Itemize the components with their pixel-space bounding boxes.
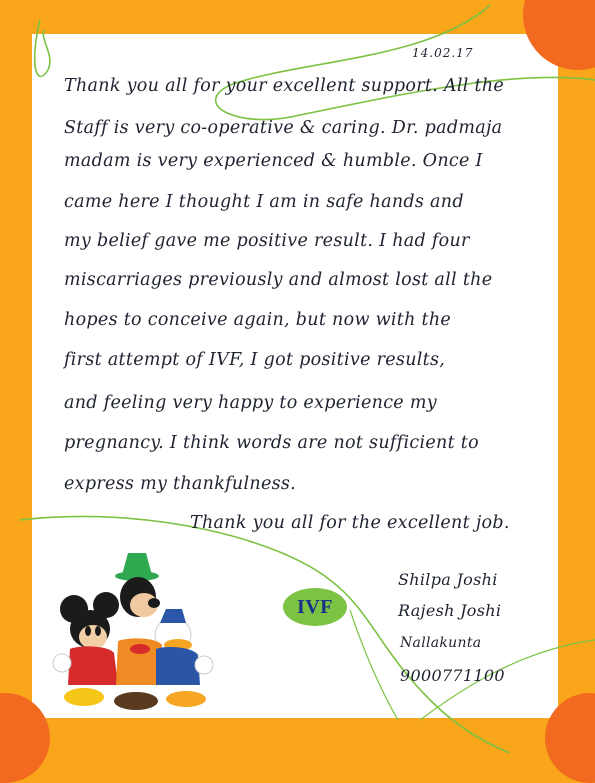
letter-line: madam is very experienced & humble. Once I (64, 151, 483, 171)
letter-closing: Thank you all for the excellent job. (190, 513, 510, 533)
letter-line: and feeling very happy to experience my (64, 393, 437, 413)
letter-line: hopes to conceive again, but now with the (64, 310, 452, 330)
letter-line: miscarriages previously and almost lost all the (64, 270, 493, 290)
letter-line: Thank you all for your excellent support. All the (64, 76, 505, 96)
letter-date: 14.02.17 (412, 46, 474, 60)
letter-line: my belief gave me positive result. I had four (64, 231, 470, 251)
signature-line: Rajesh Joshi (398, 601, 502, 620)
signature-phone: 9000771100 (400, 666, 505, 685)
letter-line: first attempt of IVF, I got positive results, (64, 350, 446, 370)
letter-line: pregnancy. I think words are not sufficient to (64, 433, 479, 453)
signature-line: Shilpa Joshi (398, 570, 498, 589)
letter-line: Staff is very co-operative & caring. Dr. padmaja (64, 118, 503, 138)
letter-line: came here I thought I am in safe hands and (64, 192, 464, 212)
letter-line: express my thankfulness. (64, 474, 297, 494)
cartoon-characters-icon (48, 545, 218, 715)
ivf-badge: IVF (283, 588, 347, 626)
signature-line: Nallakunta (400, 635, 482, 651)
